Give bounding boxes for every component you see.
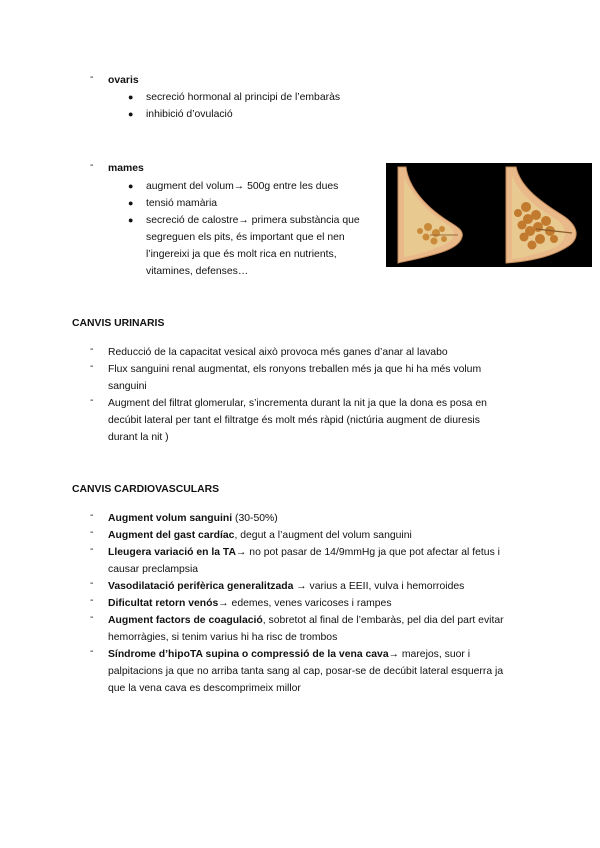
dash-bullet: -: [90, 578, 94, 589]
cardio-item-4-rest: → varius a EEII, vulva i hemorroides: [293, 581, 465, 592]
cardio-item-5-rest: → edemes, venes varicoses i rampes: [218, 598, 392, 609]
bullet-dot: ●: [128, 92, 134, 102]
dash-bullet: -: [90, 527, 94, 538]
cardio-item-4-bold: Vasodilatació perifèrica generalitzada: [108, 581, 294, 592]
bullet-dot: ●: [128, 181, 134, 191]
urinaris-item-3-line-3: durant la nit ): [108, 432, 169, 443]
dash-bullet: -: [90, 395, 94, 406]
bullet-dot: ●: [128, 109, 134, 119]
mames-bullet-3-line-4: vitamines, defenses…: [146, 266, 249, 277]
dash-bullet: -: [90, 595, 94, 606]
dash-bullet: -: [90, 510, 94, 521]
dash-bullet: -: [90, 361, 94, 372]
cardio-item-6-line-2: hemorràgies, si tenim varius hi ha risc de trombos: [108, 632, 338, 643]
cardio-item-4: [108, 578, 464, 595]
cardio-item-6: [108, 612, 504, 629]
ovaris-bullet-1: secreció hormonal al principi de l’embaràs: [146, 92, 341, 103]
mames-title: mames: [108, 163, 144, 174]
cardio-item-7-line-2: palpitacions ja que no arriba tanta sang al cap, posar-se de decúbit lateral esquerra ja: [108, 666, 504, 677]
breast-anatomy-svg: [386, 163, 592, 267]
cardio-item-3-line-2: causar preclampsia: [108, 564, 199, 575]
cardio-item-7: [108, 646, 470, 663]
urinaris-item-2-line-2: sanguini: [108, 381, 147, 392]
dash-bullet: -: [90, 612, 94, 623]
cardio-item-5: [108, 595, 392, 612]
bullet-dot: ●: [128, 198, 134, 208]
cardio-item-3-bold: Lleugera variació en la TA: [108, 547, 237, 558]
urinaris-item-3-line-1: Augment del filtrat glomerular, s’incrementa durant la nit ja que la dona es posa en: [108, 398, 487, 409]
cardio-item-1-bold: Augment volum sanguini: [108, 513, 233, 524]
urinaris-item-3-line-2: decúbit lateral per tant el filtratge és molt més ràpid (nictúria augment de diuresis: [108, 415, 480, 426]
ovaris-title: ovaris: [108, 75, 139, 86]
mames-bullet-1: augment del volum→ 500g entre les dues: [146, 181, 339, 192]
dash-bullet: -: [90, 72, 94, 83]
cardio-item-6-rest: , sobretot al final de l’embaràs, pel dia del part evitar: [262, 615, 504, 626]
dash-bullet: -: [90, 646, 94, 657]
urinaris-heading: CANVIS URINARIS: [72, 318, 165, 329]
mames-bullet-3-line-1: secreció de calostre→ primera substància que: [146, 215, 360, 226]
dash-bullet: -: [90, 544, 94, 555]
mames-bullet-2: tensió mamària: [146, 198, 218, 209]
cardio-item-3-rest: → no pot pasar de 14/9mmHg ja que pot afectar al fetus i: [236, 547, 500, 558]
cardio-item-7-bold: Síndrome d’hipoTA supina o compressió de la vena cava: [108, 649, 389, 660]
cardio-item-5-bold: Dificultat retorn venós: [108, 598, 219, 609]
dash-bullet: -: [90, 160, 94, 171]
urinaris-item-1: Reducció de la capacitat vesical això provoca més ganes d’anar al lavabo: [108, 347, 448, 358]
cardio-item-2-bold: Augment del gast cardíac: [108, 530, 235, 541]
dash-bullet: -: [90, 344, 94, 355]
cardio-item-7-line-3: que la vena cava es descomprimeix millor: [108, 683, 301, 694]
cardio-item-2-rest: , degut a l’augment del volum sanguini: [234, 530, 412, 541]
breast-anatomy-illustration: [386, 163, 592, 267]
cardio-item-1-rest: (30-50%): [232, 513, 278, 524]
bullet-dot: ●: [128, 215, 134, 225]
cardio-heading: CANVIS CARDIOVASCULARS: [72, 484, 220, 495]
mames-bullet-3-line-3: l’ingereixi ja que és molt rica en nutrients,: [146, 249, 337, 260]
cardio-item-3: [108, 544, 500, 561]
cardio-item-2: [108, 527, 412, 544]
mames-bullet-3-line-2: segreguen els pits, és important que el nen: [146, 232, 345, 243]
cardio-item-7-rest: → marejos, suor i: [388, 649, 471, 660]
cardio-item-6-bold: Augment factors de coagulació: [108, 615, 263, 626]
urinaris-item-2-line-1: Flux sanguini renal augmentat, els ronyons treballen més ja que hi ha més volum: [108, 364, 482, 375]
cardio-item-1: [108, 510, 278, 527]
ovaris-bullet-2: inhibició d’ovulació: [146, 109, 233, 120]
